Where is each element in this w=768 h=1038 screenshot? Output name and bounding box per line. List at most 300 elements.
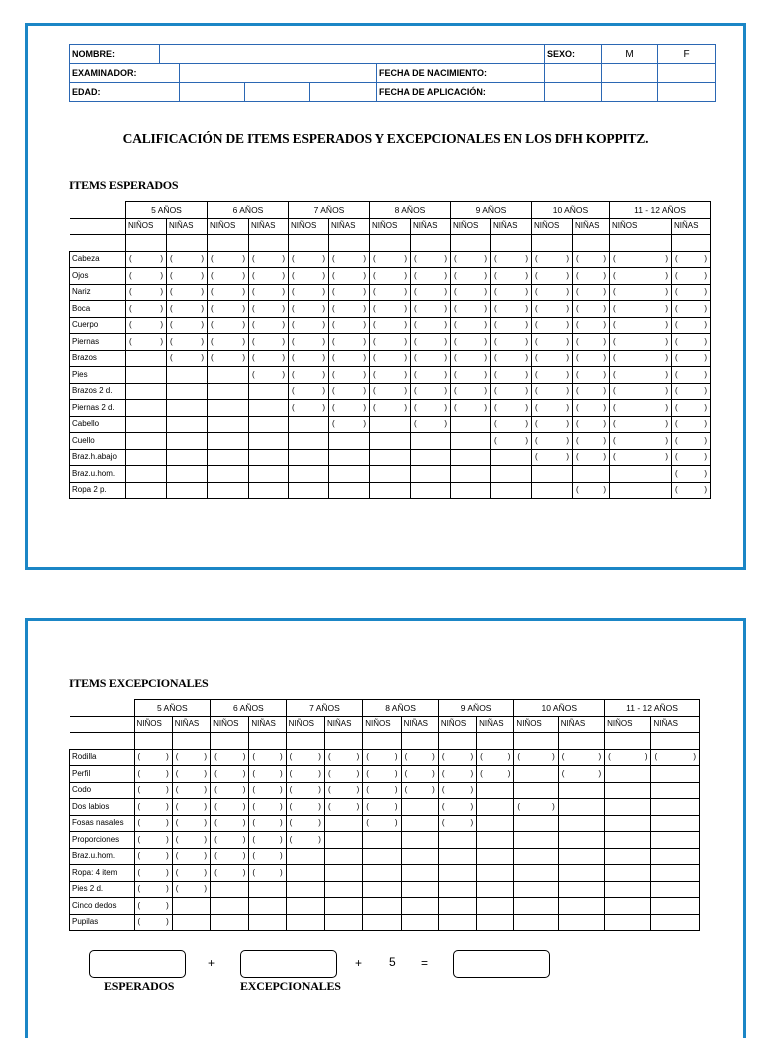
score-checkbox[interactable] (672, 466, 711, 483)
item-label: Boca (70, 301, 126, 318)
score-checkbox[interactable] (289, 317, 329, 334)
score-checkbox[interactable] (249, 301, 289, 318)
score-checkbox[interactable] (610, 301, 672, 318)
ninos-header: NIÑOS (286, 716, 324, 733)
score-checkbox[interactable] (532, 350, 573, 367)
blank-cell (605, 733, 651, 750)
score-checkbox[interactable] (573, 317, 610, 334)
score-mark: ( ) (675, 435, 708, 445)
score-checkbox[interactable] (451, 367, 491, 384)
score-checkbox[interactable] (329, 251, 370, 268)
score-mark: ( ) (175, 818, 208, 828)
score-checkbox[interactable] (411, 268, 451, 285)
score-checkbox[interactable] (411, 301, 451, 318)
score-checkbox[interactable] (208, 268, 249, 285)
score-checkbox[interactable] (289, 268, 329, 285)
score-checkbox[interactable] (514, 799, 558, 816)
score-checkbox[interactable] (573, 350, 610, 367)
empty-cell (451, 416, 491, 433)
blank-cell (451, 235, 491, 252)
score-checkbox[interactable] (370, 367, 411, 384)
score-checkbox[interactable] (211, 865, 249, 882)
score-checkbox[interactable] (411, 317, 451, 334)
score-checkbox[interactable] (289, 383, 329, 400)
score-checkbox[interactable] (573, 268, 610, 285)
score-mark: ( ) (170, 254, 204, 264)
score-checkbox[interactable] (477, 749, 514, 766)
score-checkbox[interactable] (324, 766, 362, 783)
score-checkbox[interactable] (573, 433, 610, 450)
empty-cell (451, 433, 491, 450)
score-mark: ( ) (414, 320, 447, 330)
score-checkbox[interactable] (573, 284, 610, 301)
score-checkbox[interactable] (491, 268, 532, 285)
score-checkbox[interactable] (438, 782, 476, 799)
score-checkbox[interactable] (532, 383, 573, 400)
score-checkbox[interactable] (491, 251, 532, 268)
fecha-nacimiento-year-field[interactable] (658, 64, 716, 83)
score-checkbox[interactable] (491, 367, 532, 384)
score-checkbox[interactable] (134, 766, 172, 783)
score-checkbox[interactable] (610, 433, 672, 450)
score-checkbox[interactable] (370, 350, 411, 367)
score-checkbox[interactable] (211, 848, 249, 865)
score-checkbox[interactable] (289, 334, 329, 351)
score-checkbox[interactable] (363, 815, 401, 832)
score-checkbox[interactable] (672, 416, 711, 433)
score-checkbox[interactable] (208, 251, 249, 268)
score-checkbox[interactable] (249, 815, 286, 832)
score-checkbox[interactable] (605, 749, 651, 766)
empty-cell (558, 881, 604, 898)
examinador-field[interactable] (180, 64, 377, 83)
score-checkbox[interactable] (167, 350, 208, 367)
score-checkbox[interactable] (411, 400, 451, 417)
score-checkbox[interactable] (573, 251, 610, 268)
score-checkbox[interactable] (401, 749, 438, 766)
score-checkbox[interactable] (167, 301, 208, 318)
score-mark: ( ) (454, 320, 487, 330)
score-checkbox[interactable] (672, 482, 711, 499)
score-checkbox[interactable] (610, 383, 672, 400)
score-checkbox[interactable] (134, 865, 172, 882)
score-mark: ( ) (289, 752, 321, 762)
score-checkbox[interactable] (672, 251, 711, 268)
score-checkbox[interactable] (329, 400, 370, 417)
score-checkbox[interactable] (411, 284, 451, 301)
score-checkbox[interactable] (532, 284, 573, 301)
score-mark: ( ) (214, 752, 246, 762)
score-checkbox[interactable] (134, 832, 172, 849)
score-checkbox[interactable] (286, 749, 324, 766)
result-box[interactable] (453, 950, 550, 978)
score-checkbox[interactable] (610, 334, 672, 351)
score-mark: ( ) (480, 768, 511, 778)
score-checkbox[interactable] (532, 251, 573, 268)
score-checkbox[interactable] (249, 766, 286, 783)
score-checkbox[interactable] (573, 334, 610, 351)
score-checkbox[interactable] (573, 449, 610, 466)
score-checkbox[interactable] (672, 367, 711, 384)
score-checkbox[interactable] (491, 350, 532, 367)
score-checkbox[interactable] (610, 268, 672, 285)
score-mark: ( ) (675, 402, 708, 412)
score-checkbox[interactable] (672, 350, 711, 367)
score-mark: ( ) (366, 818, 398, 828)
score-checkbox[interactable] (438, 766, 476, 783)
empty-cell (249, 416, 289, 433)
score-checkbox[interactable] (411, 367, 451, 384)
score-checkbox[interactable] (329, 301, 370, 318)
score-checkbox[interactable] (329, 350, 370, 367)
score-checkbox[interactable] (249, 284, 289, 301)
score-mark: ( ) (576, 452, 606, 462)
score-checkbox[interactable] (249, 317, 289, 334)
score-checkbox[interactable] (289, 301, 329, 318)
score-checkbox[interactable] (211, 749, 249, 766)
score-checkbox[interactable] (324, 749, 362, 766)
score-checkbox[interactable] (370, 400, 411, 417)
score-checkbox[interactable] (532, 416, 573, 433)
score-checkbox[interactable] (532, 334, 573, 351)
fecha-aplicacion-day-field[interactable] (545, 83, 602, 102)
score-checkbox[interactable] (249, 367, 289, 384)
score-checkbox[interactable] (167, 251, 208, 268)
empty-cell (324, 881, 362, 898)
score-checkbox[interactable] (249, 848, 286, 865)
score-checkbox[interactable] (411, 334, 451, 351)
item-label: Fosas nasales (70, 815, 135, 832)
score-checkbox[interactable] (249, 782, 286, 799)
score-mark: ( ) (494, 435, 528, 445)
score-checkbox[interactable] (249, 749, 286, 766)
score-checkbox[interactable] (610, 284, 672, 301)
score-checkbox[interactable] (370, 284, 411, 301)
score-checkbox[interactable] (610, 317, 672, 334)
score-checkbox[interactable] (401, 766, 438, 783)
score-mark: ( ) (535, 452, 569, 462)
score-mark: ( ) (289, 801, 321, 811)
fecha-aplicacion-year-field[interactable] (658, 83, 716, 102)
blank-cell (532, 235, 573, 252)
score-checkbox[interactable] (558, 766, 604, 783)
score-checkbox[interactable] (363, 782, 401, 799)
score-checkbox[interactable] (329, 416, 370, 433)
edad-years-field[interactable] (180, 83, 245, 102)
empty-cell (401, 881, 438, 898)
score-checkbox[interactable] (438, 815, 476, 832)
score-checkbox[interactable] (651, 749, 700, 766)
score-checkbox[interactable] (363, 799, 401, 816)
score-checkbox[interactable] (573, 416, 610, 433)
score-checkbox[interactable] (411, 350, 451, 367)
score-checkbox[interactable] (249, 350, 289, 367)
score-checkbox[interactable] (532, 317, 573, 334)
score-checkbox[interactable] (363, 749, 401, 766)
esperados-total-box[interactable] (89, 950, 186, 978)
score-checkbox[interactable] (126, 284, 167, 301)
score-checkbox[interactable] (126, 268, 167, 285)
empty-cell (249, 433, 289, 450)
empty-cell (208, 433, 249, 450)
ninos-header: NIÑOS (532, 218, 573, 235)
score-checkbox[interactable] (451, 317, 491, 334)
score-checkbox[interactable] (211, 832, 249, 849)
score-checkbox[interactable] (532, 301, 573, 318)
score-checkbox[interactable] (451, 301, 491, 318)
score-checkbox[interactable] (532, 400, 573, 417)
score-checkbox[interactable] (286, 766, 324, 783)
empty-cell (605, 782, 651, 799)
empty-cell (514, 815, 558, 832)
score-checkbox[interactable] (324, 782, 362, 799)
score-checkbox[interactable] (411, 416, 451, 433)
score-checkbox[interactable] (672, 334, 711, 351)
score-checkbox[interactable] (672, 400, 711, 417)
score-checkbox[interactable] (438, 749, 476, 766)
score-checkbox[interactable] (491, 416, 532, 433)
empty-cell (610, 466, 672, 483)
score-mark: ( ) (576, 336, 606, 346)
empty-cell (451, 482, 491, 499)
score-checkbox[interactable] (370, 301, 411, 318)
blank-cell (401, 733, 438, 750)
score-checkbox[interactable] (249, 799, 286, 816)
score-checkbox[interactable] (208, 350, 249, 367)
age-group-header: 5 AÑOS (134, 700, 211, 717)
empty-cell (605, 766, 651, 783)
item-label: Brazos 2 d. (70, 383, 126, 400)
score-checkbox[interactable] (363, 766, 401, 783)
excepcionales-total-box[interactable] (240, 950, 337, 978)
score-checkbox[interactable] (249, 251, 289, 268)
score-checkbox[interactable] (573, 482, 610, 499)
score-checkbox[interactable] (324, 799, 362, 816)
score-checkbox[interactable] (370, 334, 411, 351)
score-mark: ( ) (170, 287, 204, 297)
ninas-header: NIÑAS (249, 218, 289, 235)
empty-cell (211, 898, 249, 915)
score-checkbox[interactable] (672, 284, 711, 301)
score-checkbox[interactable] (134, 848, 172, 865)
score-checkbox[interactable] (491, 317, 532, 334)
score-checkbox[interactable] (610, 416, 672, 433)
score-checkbox[interactable] (411, 251, 451, 268)
score-checkbox[interactable] (167, 268, 208, 285)
score-checkbox[interactable] (172, 848, 210, 865)
score-checkbox[interactable] (532, 433, 573, 450)
ninas-header: NIÑAS (477, 716, 514, 733)
score-checkbox[interactable] (126, 251, 167, 268)
score-checkbox[interactable] (172, 766, 210, 783)
score-mark: ( ) (454, 386, 487, 396)
score-checkbox[interactable] (451, 400, 491, 417)
score-checkbox[interactable] (329, 334, 370, 351)
score-checkbox[interactable] (289, 367, 329, 384)
score-checkbox[interactable] (532, 449, 573, 466)
sexo-m-option[interactable]: M (602, 45, 658, 64)
empty-cell (532, 466, 573, 483)
score-mark: ( ) (535, 303, 569, 313)
score-checkbox[interactable] (514, 749, 558, 766)
score-mark: ( ) (576, 320, 606, 330)
score-checkbox[interactable] (401, 782, 438, 799)
score-checkbox[interactable] (491, 433, 532, 450)
score-checkbox[interactable] (573, 301, 610, 318)
score-checkbox[interactable] (558, 749, 604, 766)
empty-cell (558, 832, 604, 849)
score-checkbox[interactable] (491, 400, 532, 417)
score-checkbox[interactable] (286, 799, 324, 816)
blank-cell (289, 235, 329, 252)
fecha-aplicacion-label: FECHA DE APLICACIÓN: (377, 83, 545, 102)
blank-cell (324, 733, 362, 750)
score-checkbox[interactable] (208, 317, 249, 334)
score-checkbox[interactable] (208, 301, 249, 318)
score-checkbox[interactable] (370, 268, 411, 285)
score-checkbox[interactable] (126, 301, 167, 318)
score-mark: ( ) (332, 254, 366, 264)
score-checkbox[interactable] (451, 334, 491, 351)
score-checkbox[interactable] (491, 383, 532, 400)
score-checkbox[interactable] (370, 317, 411, 334)
score-checkbox[interactable] (672, 449, 711, 466)
score-checkbox[interactable] (134, 799, 172, 816)
score-checkbox[interactable] (573, 367, 610, 384)
score-checkbox[interactable] (610, 367, 672, 384)
score-mark: ( ) (535, 369, 569, 379)
edad-days-field[interactable] (310, 83, 377, 102)
score-checkbox[interactable] (610, 400, 672, 417)
score-checkbox[interactable] (438, 799, 476, 816)
score-checkbox[interactable] (172, 782, 210, 799)
score-checkbox[interactable] (172, 799, 210, 816)
score-mark: ( ) (441, 768, 474, 778)
score-checkbox[interactable] (249, 832, 286, 849)
empty-cell (438, 914, 476, 931)
empty-cell (605, 815, 651, 832)
score-checkbox[interactable] (208, 334, 249, 351)
score-checkbox[interactable] (126, 334, 167, 351)
edad-months-field[interactable] (245, 83, 310, 102)
score-checkbox[interactable] (532, 268, 573, 285)
score-checkbox[interactable] (451, 268, 491, 285)
score-checkbox[interactable] (329, 383, 370, 400)
score-checkbox[interactable] (610, 350, 672, 367)
empty-cell (363, 914, 401, 931)
score-checkbox[interactable] (573, 400, 610, 417)
score-mark: ( ) (292, 270, 325, 280)
score-checkbox[interactable] (134, 898, 172, 915)
score-checkbox[interactable] (134, 815, 172, 832)
score-checkbox[interactable] (249, 334, 289, 351)
score-checkbox[interactable] (289, 284, 329, 301)
score-checkbox[interactable] (211, 815, 249, 832)
score-checkbox[interactable] (477, 766, 514, 783)
score-checkbox[interactable] (451, 383, 491, 400)
score-checkbox[interactable] (329, 284, 370, 301)
score-checkbox[interactable] (451, 284, 491, 301)
score-checkbox[interactable] (289, 400, 329, 417)
score-mark: ( ) (675, 452, 708, 462)
empty-cell (605, 898, 651, 915)
score-checkbox[interactable] (672, 383, 711, 400)
score-checkbox[interactable] (491, 301, 532, 318)
nombre-field[interactable] (160, 45, 545, 64)
score-checkbox[interactable] (172, 881, 210, 898)
score-checkbox[interactable] (286, 782, 324, 799)
score-checkbox[interactable] (610, 449, 672, 466)
score-checkbox[interactable] (491, 284, 532, 301)
score-checkbox[interactable] (249, 268, 289, 285)
score-mark: ( ) (494, 386, 528, 396)
score-checkbox[interactable] (172, 832, 210, 849)
score-checkbox[interactable] (208, 284, 249, 301)
score-checkbox[interactable] (211, 799, 249, 816)
score-checkbox[interactable] (672, 268, 711, 285)
score-checkbox[interactable] (126, 317, 167, 334)
score-checkbox[interactable] (249, 865, 286, 882)
score-checkbox[interactable] (672, 301, 711, 318)
score-checkbox[interactable] (329, 367, 370, 384)
score-checkbox[interactable] (167, 334, 208, 351)
sexo-f-option[interactable]: F (658, 45, 716, 64)
score-checkbox[interactable] (451, 350, 491, 367)
empty-cell (451, 449, 491, 466)
empty-cell (514, 782, 558, 799)
fecha-nacimiento-month-field[interactable] (602, 64, 658, 83)
score-mark: ( ) (441, 818, 474, 828)
score-checkbox[interactable] (573, 383, 610, 400)
score-checkbox[interactable] (167, 284, 208, 301)
item-label: Piernas (70, 334, 126, 351)
score-checkbox[interactable] (172, 749, 210, 766)
score-checkbox[interactable] (411, 383, 451, 400)
score-checkbox[interactable] (451, 251, 491, 268)
score-checkbox[interactable] (370, 383, 411, 400)
score-checkbox[interactable] (370, 251, 411, 268)
score-mark: ( ) (414, 419, 447, 429)
score-checkbox[interactable] (211, 766, 249, 783)
item-row (70, 482, 711, 499)
score-checkbox[interactable] (610, 251, 672, 268)
score-checkbox[interactable] (286, 832, 324, 849)
score-checkbox[interactable] (167, 317, 208, 334)
score-mark: ( ) (289, 768, 321, 778)
fecha-nacimiento-day-field[interactable] (545, 64, 602, 83)
score-checkbox[interactable] (172, 865, 210, 882)
fecha-aplicacion-month-field[interactable] (602, 83, 658, 102)
score-checkbox[interactable] (329, 317, 370, 334)
score-checkbox[interactable] (672, 317, 711, 334)
score-checkbox[interactable] (672, 433, 711, 450)
score-mark: ( ) (535, 435, 569, 445)
score-checkbox[interactable] (286, 815, 324, 832)
score-mark: ( ) (332, 320, 366, 330)
score-checkbox[interactable] (134, 914, 172, 931)
score-checkbox[interactable] (134, 881, 172, 898)
score-checkbox[interactable] (211, 782, 249, 799)
score-checkbox[interactable] (134, 749, 172, 766)
score-checkbox[interactable] (289, 251, 329, 268)
score-checkbox[interactable] (532, 367, 573, 384)
score-mark: ( ) (494, 402, 528, 412)
score-checkbox[interactable] (134, 782, 172, 799)
score-checkbox[interactable] (329, 268, 370, 285)
score-checkbox[interactable] (289, 350, 329, 367)
score-checkbox[interactable] (172, 815, 210, 832)
score-checkbox[interactable] (491, 334, 532, 351)
